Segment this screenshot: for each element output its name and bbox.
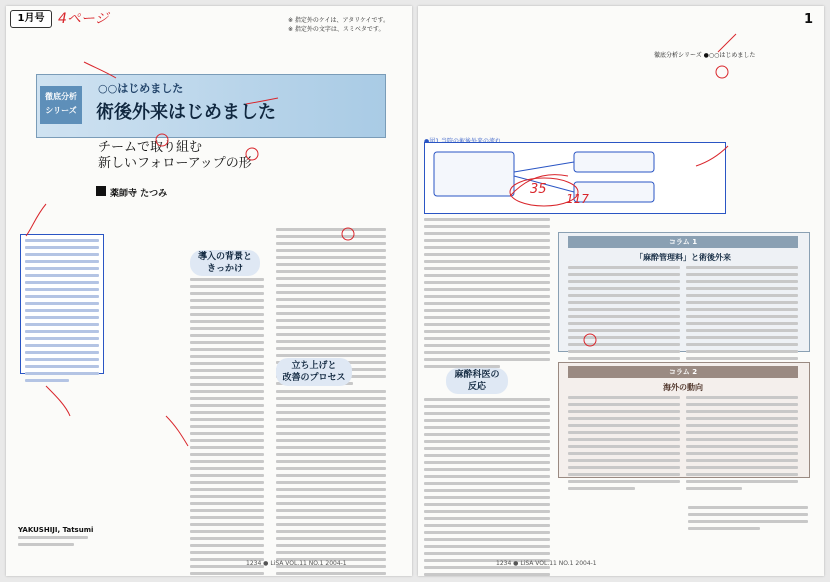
subtitle-line-1: チームで取り組む	[98, 140, 203, 155]
author-label: 薬師寺 たつみ	[110, 189, 168, 199]
column-2-title: 海外の動向	[663, 383, 703, 392]
heading-3-line-1: 麻酔科医の	[454, 370, 500, 380]
figure-height-mark: 117	[566, 192, 589, 206]
column-2-label: コラム 2	[568, 366, 798, 378]
column-1-title: 「麻酔管理料」と術後外来	[635, 253, 731, 262]
right-page-number: 1	[804, 12, 814, 27]
series-line-2: シリーズ	[45, 106, 77, 115]
notice-line-1: ※ 指定外のケイは、アタリケイです。	[288, 17, 390, 24]
right-page-header: 徹底分析シリーズ ●○○はじめました	[654, 52, 756, 59]
heading-3-line-2: 反応	[467, 382, 486, 392]
title-small: ○○はじめました	[98, 82, 184, 95]
title-main: 術後外来はじめました	[96, 102, 276, 123]
folio-right: 1234 ● LiSA VOL.11 NO.1 2004-1	[496, 560, 597, 567]
series-line-1: 徹底分析	[45, 92, 77, 101]
heading-1-line-2: きっかけ	[206, 264, 243, 274]
heading-2-line-1: 立ち上げと	[291, 361, 337, 371]
column-1-label: コラム 1	[568, 236, 798, 248]
handwritten-page-number: 4ページ	[58, 11, 109, 27]
markup-overlay	[6, 6, 412, 576]
figure-width-mark: 35	[530, 182, 547, 197]
left-page	[6, 6, 412, 576]
footer-name: YAKUSHIJI, Tatsumi	[18, 526, 94, 534]
right-page	[418, 6, 824, 576]
markup-overlay	[418, 6, 824, 576]
issue-label-box: 1月号	[10, 10, 52, 28]
folio-left: 1234 ● LiSA VOL.11 NO.1 2004-1	[246, 560, 347, 567]
heading-2-line-2: 改善のプロセス	[282, 373, 346, 383]
subtitle-line-2: 新しいフォローアップの形	[98, 156, 252, 171]
heading-1-line-1: 導入の背景と	[197, 252, 252, 262]
notice-line-2: ※ 指定外の文字は、スミベタです。	[288, 26, 385, 33]
